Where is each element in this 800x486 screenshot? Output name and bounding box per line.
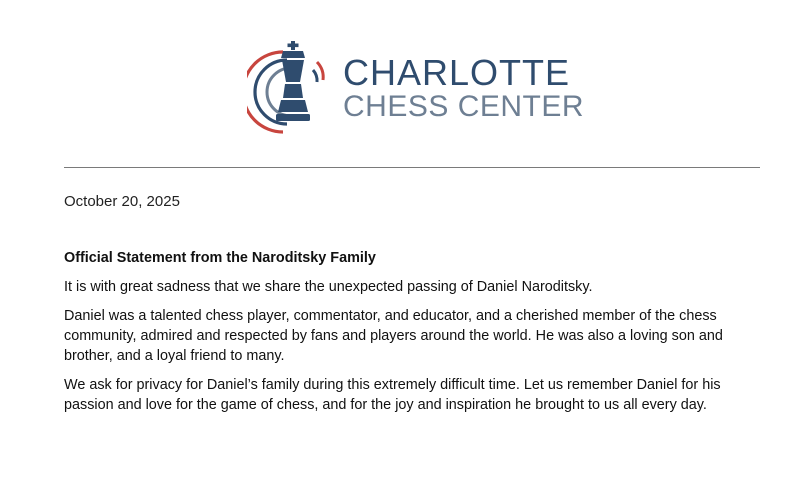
brand-name-line2: CHESS CENTER [343, 90, 585, 123]
header-divider [64, 167, 760, 168]
chess-king-with-arcs-icon [247, 38, 333, 138]
letterhead-logo [247, 38, 597, 138]
statement-body [64, 248, 760, 424]
letterhead-wordmark [343, 52, 585, 123]
brand-name-line1: CHARLOTTE [343, 52, 571, 93]
statement-date: October 20, 2025 [64, 193, 180, 210]
statement-paragraph: It is with great sadness that we share the unexpected passing of Daniel Naroditsky. [64, 279, 593, 295]
statement-paragraph: Daniel was a talented chess player, commentator, and educator, and a cherished member of the chess community, admired and respected by fans and players around the world. He was also a loving son and brother, and a loyal friend to many. [64, 308, 723, 364]
statement-paragraph: We ask for privacy for Daniel’s family during this extremely difficult time. Let us remember Daniel for his passion and love for the game of chess, and for the joy and inspiration he brought to us all every day. [64, 377, 721, 413]
statement-heading: Official Statement from the Naroditsky Family [64, 250, 376, 266]
